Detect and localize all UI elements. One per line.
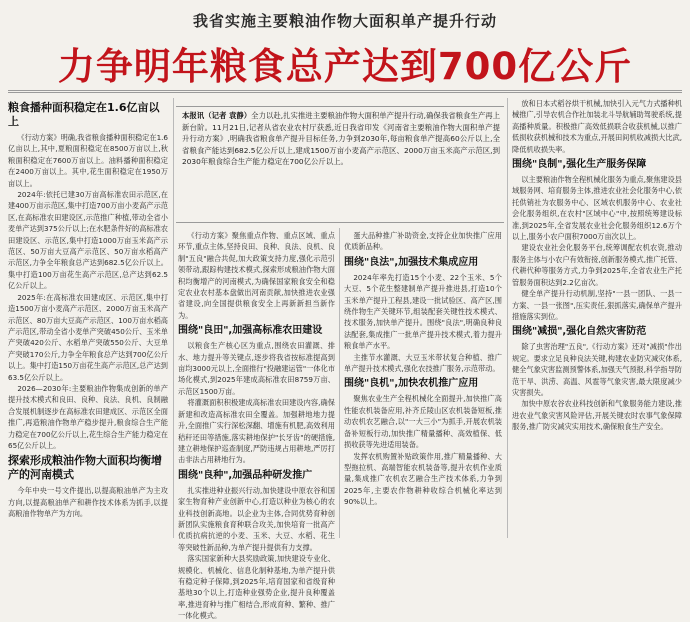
subhead-planting-area: 粮食播种面积稳定在1.6亿亩以上 xyxy=(8,101,160,128)
col4-paragraph: 建设农业社会化服务平台,统筹调配农机农资,推动服务主体与小农户有效衔接,创新服务模式,推广托管、代耕代种等服务方式,力争到2025年,全省农业生产托管服务面积达到2.2亿亩次。 xyxy=(512,243,682,287)
col2-paragraph: 将灌溉面积积极建成高标准农田建设内容,确保新建和改造高标准农田全覆盖。加强耕地地力提升,全面推广实行深松深翻、增施有机肥,高效利用秸秆还田等措施,落实耕地保护"长牙齿"的硬措施,建立耕地保护巡查制度,严防违规占用耕地,严厉打击非法占用耕地行为。 xyxy=(178,398,335,465)
col1-paragraph: 2026—2030年:主要粮油作物集成创新的单产提升技术模式和良田、良种、良法、良机、良制融合发展机制逐步在高标准农田建成区、示范区全面推广,再造粮油作物单产稳步提升,粮食综合生产能力稳定在700亿公斤以上,花生综合生产能力稳定在65亿公斤以上。 xyxy=(8,383,168,450)
column-3 xyxy=(344,230,502,538)
col3-paragraph: 主推节水灌溉、大豆玉米带状复合种植、推广单产提升技术模式,强化农技推广服务,示范带动。 xyxy=(344,352,502,374)
headline-rule-thin xyxy=(8,92,682,93)
headline: 力争明年粮食总产达到700亿公斤 xyxy=(57,45,633,88)
column-divider-1 xyxy=(173,98,174,538)
column-4 xyxy=(512,98,682,538)
subhead-good-systems: 围绕"良制",强化生产服务保障 xyxy=(512,159,647,171)
subhead-loss-reduction: 围绕"减损",强化自然灾害防范 xyxy=(512,326,647,338)
column-divider-3 xyxy=(507,98,508,538)
kicker-line: 我省实施主要粮油作物大面积单产提升行动 xyxy=(192,12,497,30)
column-divider-2 xyxy=(339,228,340,538)
col4-paragraph: 以主要粮油作物全程机械化服务为重点,聚焦建设县域服务网、培育服务主体,推进农业社会化服务中心,依托供销社为农服务中心、区域农机服务中心、农业社会化服务组织,在农村"区域中心"中,按照统筹建设标准,到2025年,全省发展农业社会化服务组织12.6万个以上,服务小农户面积7000万亩次以上。 xyxy=(512,175,682,242)
lead-byline: 本报讯（记者 袁静） xyxy=(182,111,252,120)
column-1 xyxy=(8,98,168,538)
col1-paragraph: 《行动方案》明确,我省粮食播种面积稳定在1.6亿亩以上,其中,夏粮面积稳定在8500万亩以上,秋粮面积稳定在7600万亩以上。油料播种面积稳定在2400万亩以上。其中,花生面积稳定在1950万亩以上。 xyxy=(8,133,168,188)
col3-paragraph: 聚焦农业生产全程机械化全面提升,加快推广高性能农机装备应用,补齐丘陵山区农机装备短板,推动农机农艺融合,以"一大三小"为抓手,开展农机装备补短板行动,加快推广精量播种、高效植保、低损收获等先进适用装备。 xyxy=(344,394,502,450)
col3-paragraph: 发挥农机购置补贴政策作用,推广精量播种、大型拖拉机、高端智能农机装备等,提升农机作业质量,集成推广农机农艺融合生产技术体系,力争到2025年,主要农作物耕种收综合机械化率达到90%以上。 xyxy=(344,451,502,507)
col1-paragraph: 2024年:依托已建30万亩高标准农田示范区,在建400万亩示范区,集中打造700万亩小麦高产示范区,在高标准农田建设区,示范推广种植,带动全省小麦单产达到375公斤以上;在水肥条件好的高标准农田建设区、示范区,集中打造1000万亩玉米高产示范区、50万亩大豆高产示范区、50万亩水稻高产示范区,力争全年粮食总产达到682.5亿公斤以上。集中打造100万亩花生高产示范区,总产达到62.5亿公斤以上。 xyxy=(8,190,168,291)
col2-paragraph: 《行动方案》聚焦重点作物、重点区域、重点环节,重点主体,坚持良田、良种、良法、良机、良制"五良"融合共促,加大政策支持力度,强化示范引领带动,跟踪构建技术模式,探索形成粮油作物大面积均衡增产的河南模式,为确保国家粮食安全和稳定农业农村基本盘做出河南贡献,加快推进农业强省建设,向全国提供粮食安全上再新新担当新作为。 xyxy=(178,231,335,320)
lead-text: 全力以赴,扎实推进主要粮油作物大面积单产提升行动,确保我省粮食生产再上新台阶。11月21日,记者从省农业农村厅获悉,近日我省印发《河南省主要粮油作物大面积单产提升行动方案》,明确我省粮食单产提升目标任务,力争到2030年,每亩粮食单产提高60公斤以上,全省粮食产能达到682.5亿公斤以上,建成1500万亩小麦高产示范区、2000万亩玉米高产示范区,到2030年粮食综合生产能力稳定在700亿公斤以上。 xyxy=(182,111,501,167)
subhead-good-machines: 围绕"良机",加快农机推广应用 xyxy=(344,378,479,390)
lead-box-bottom xyxy=(176,222,504,223)
col4-paragraph: 健全单产提升行动机制,坚持"一县一团队、一县一方案、一县一张图",压实责任,狠抓落实,确保单产提升措施落实到位。 xyxy=(512,289,682,321)
headline-rule xyxy=(8,90,682,91)
lead-box-top xyxy=(176,106,504,107)
col4-paragraph: 除了虫害治理"五良",《行动方案》还对"减损"作出规定。要求立足良种良法关键,构建农业防灾减灾体系,健全气象灾害监测预警体系,加强天气预报,科学指导防范干旱、洪涝、高温、风雹等气象灾害,最大限度减少灾害损失。 xyxy=(512,342,682,397)
col2-paragraph: 落实国家新种大县奖励政策,加快建设专业化、规模化、机械化、信息化制种基地,为单产提升供有稳定种子保障,到2025年,培育国家和省级育种基地30个以上,打造种业强势企业,提升良种覆盖率,推进育种与推广相结合,形成育种、繁种、推广一体化模式。 xyxy=(178,554,335,621)
col2-paragraph: 扎实推进种业振兴行动,加快建设中原农谷和国家生物育种产业创新中心,打造以种业为核心的农业科技创新高地。以企业为主体,合同优势育种创新团队实施粮食育种联合攻关,加快培育一批高产优质抗病抗逆的小麦、玉米、大豆、水稻、花生等突破性新品种,为单产提升提供有力支撑。 xyxy=(178,485,335,552)
subhead-henan-model: 探索形成粮油作物大面积均衡增产的河南模式 xyxy=(8,454,162,482)
subhead-good-methods: 围绕"良法",加强技术集成应用 xyxy=(344,256,479,268)
subhead-good-fields: 围绕"良田",加强高标准农田建设 xyxy=(178,325,323,337)
subhead-good-seeds: 围绕"良种",加强品种研发推广 xyxy=(178,469,313,481)
col4-paragraph: 放和日本式稻谷烘干机械,加快引入元气力式播种机械推广,引导农机合作社加装北斗导航辅助驾驶系统,提高播种质量。积极推广高效低损联合收获机械,以推广低损收获机械和技术为重点,开展田间机收减损大比武,降低机收损失率。 xyxy=(512,99,682,154)
col2-paragraph: 以粮食生产核心区为重点,围绕农田灌溉、排水、地力提升等关键点,逐步将我省按标准提高到亩均3000元以上,全面推行"投融建运管"一体化市场化模式,到2025年建成高标准农田8759万亩、示范区1500万亩。 xyxy=(178,341,335,396)
col1-paragraph: 2025年:在高标准农田建成区、示范区,集中打造1500万亩小麦高产示范区、2000万亩玉米高产示范区、80万亩大豆高产示范区、100万亩水稻高产示范区,带动全省小麦单产突破450公斤、玉米单产突破420公斤、水稻单产突破550公斤、大豆单产突破170公斤,力争全年粮食总产达到700亿公斤以上。集中打造150万亩花生高产示范区,总产达到63.5亿公斤以上。 xyxy=(8,292,168,382)
column-2 xyxy=(178,230,335,621)
lead-paragraph xyxy=(182,110,500,220)
col3-paragraph: 2024年率先打造15个小麦、22个玉米、5个大豆、5个花生整建制单产提升推进县,打造10个玉米单产提升工程县,建设一批试验区、高产区,围绕作物生产关键环节,组装配套关键性技术模式、技术服务,加快单产提升。围绕"良法",明确良种良法配套,集成推广一批单产提升技术模式,着力提升粮食单产水平。 xyxy=(344,272,502,351)
col1-paragraph: 今年中央一号文件提出,以提高粮油单产为主攻方向,以提高粮油单产和耕作技术体系为抓手,以提高粮油作物单产为方向。 xyxy=(8,486,168,519)
col4-paragraph: 加快中原农谷农业科技创新和气象服务能力建设,推进农业气象灾害风险评估,开展关键农时农事气象保障服务,推广防灾减灾实用技术,确保粮食生产安全。 xyxy=(512,399,682,432)
col3-paragraph: 蛋大品种推广补助资金,支持企业加快推广应用优质新品种。 xyxy=(344,231,502,252)
